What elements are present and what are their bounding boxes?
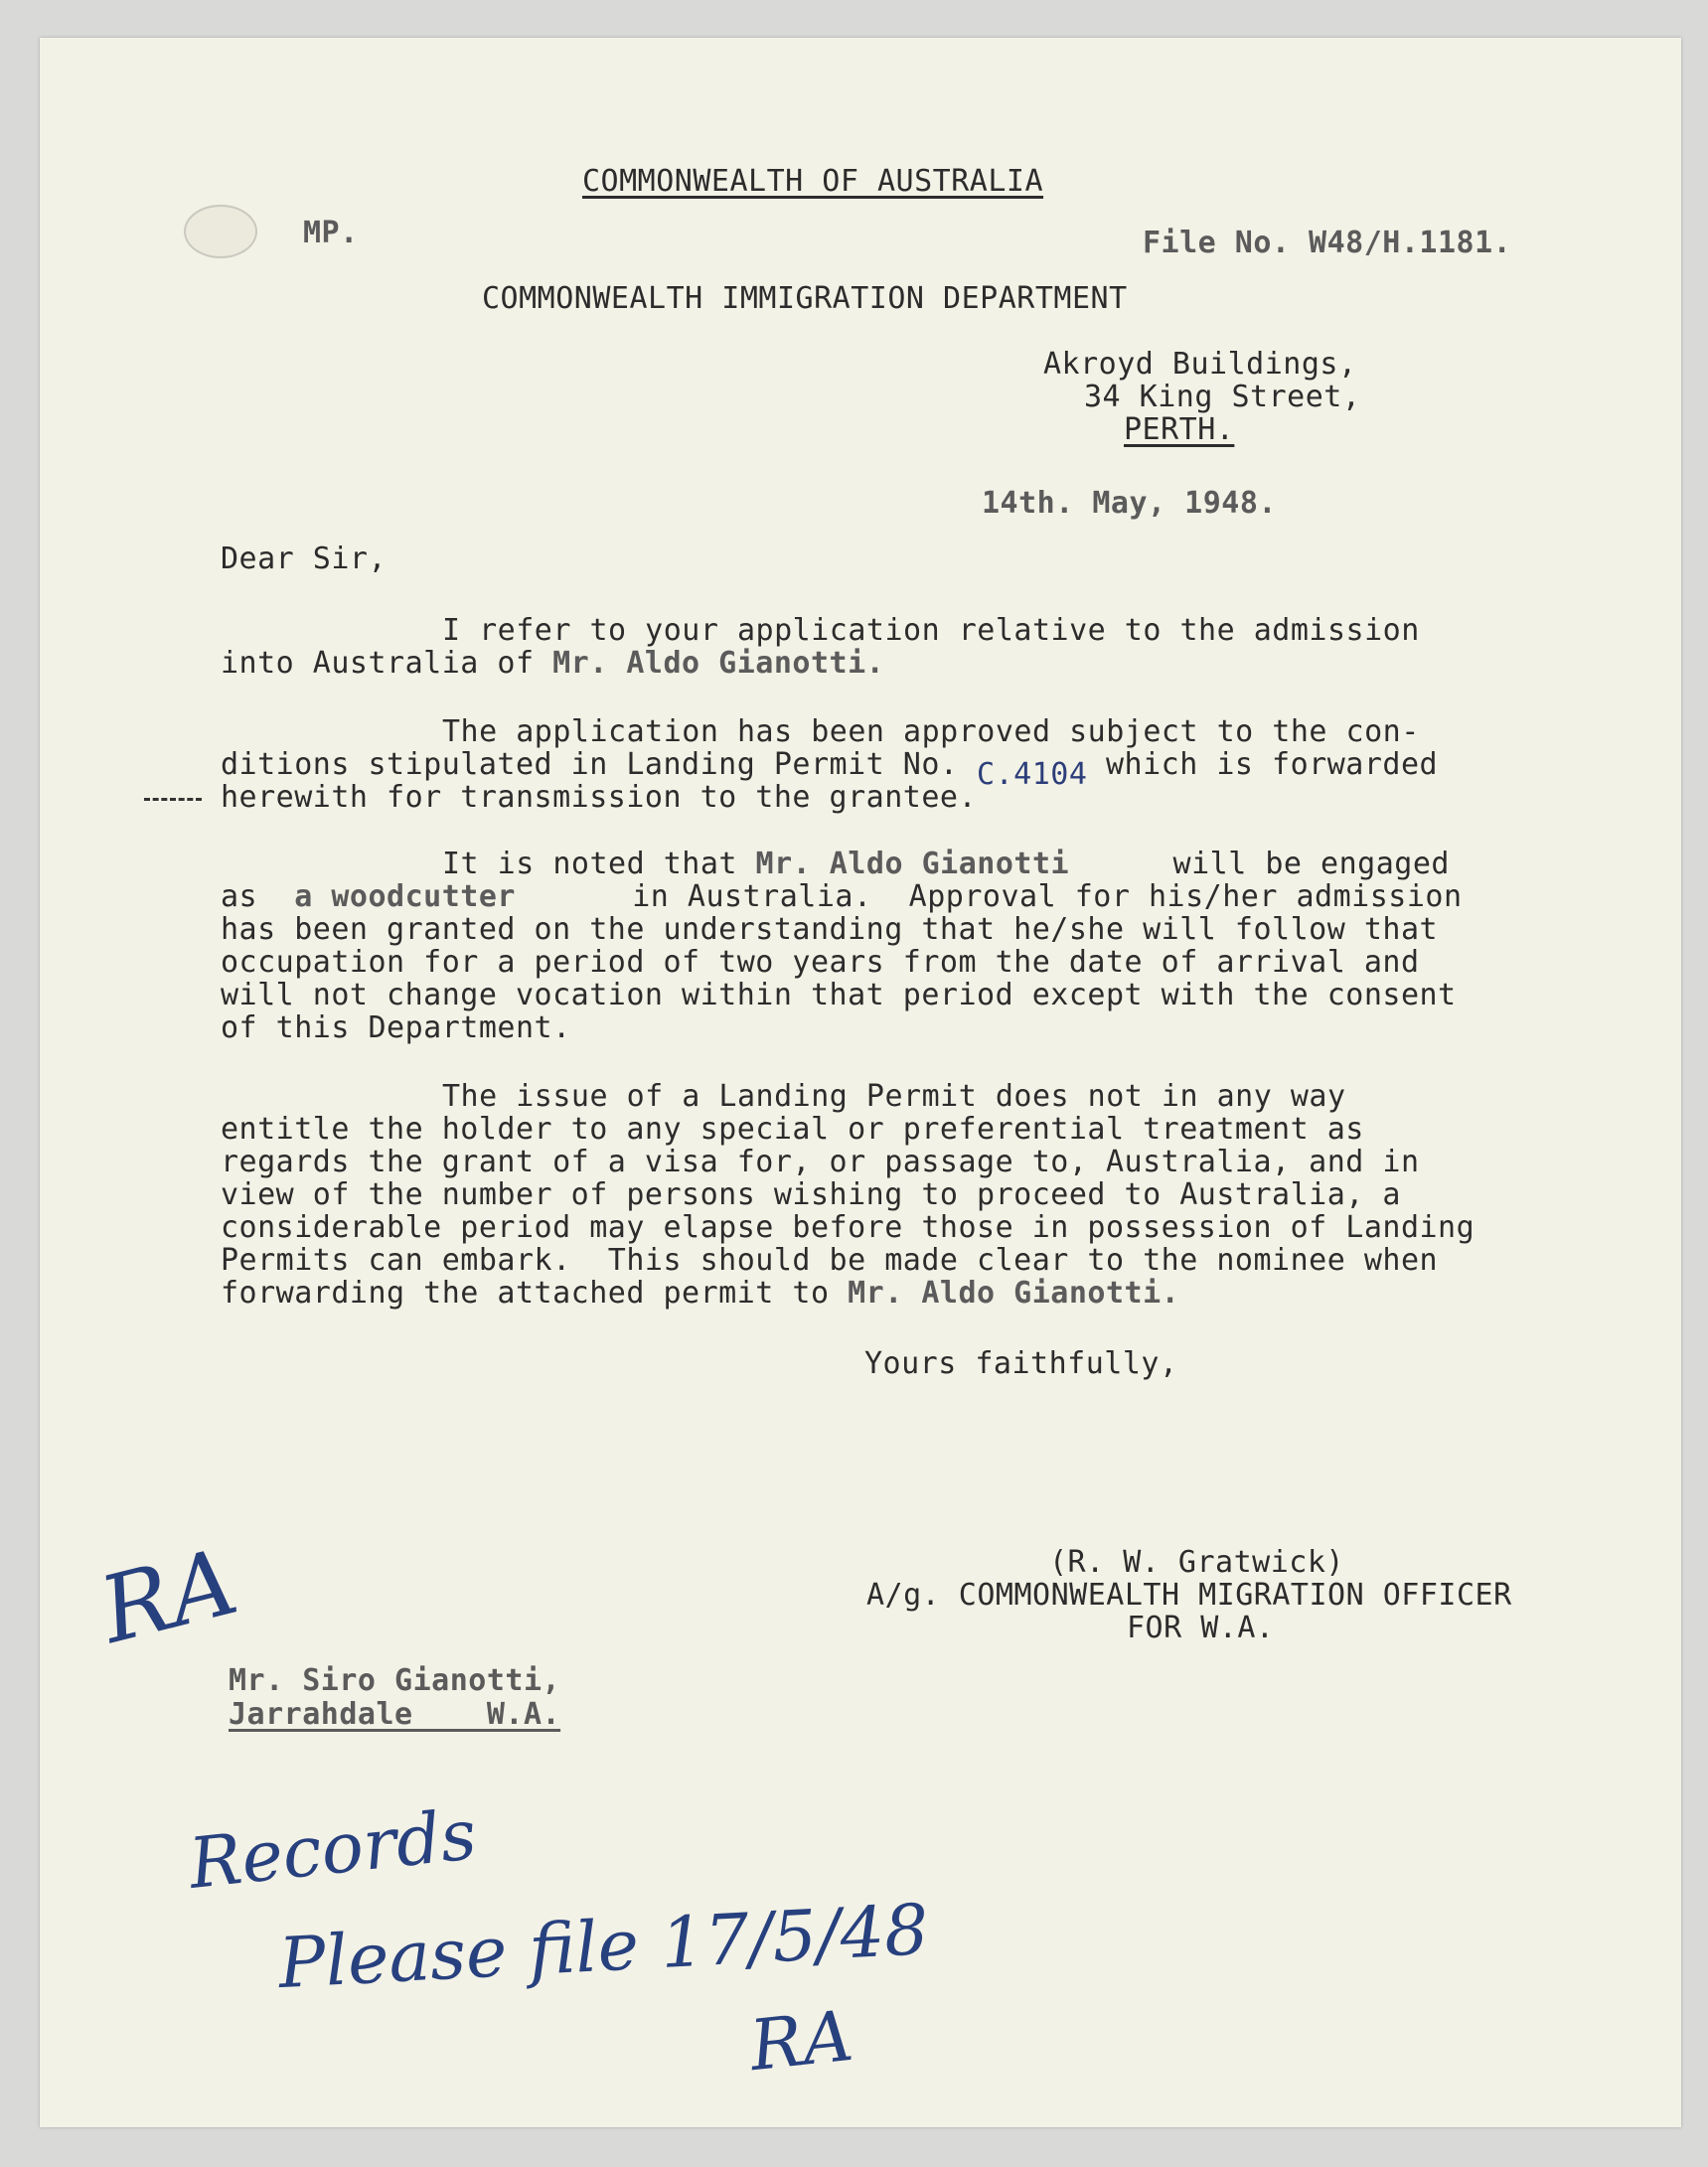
address-line-3: PERTH. (1124, 412, 1235, 447)
p2-text-post: which is forwarded (1105, 747, 1439, 782)
mp-mark: MP. (303, 216, 359, 250)
handwritten-records: Records (185, 1793, 481, 1905)
paragraph-1-line-1: I refer to your application relative to the admission (442, 613, 1420, 648)
department-heading: COMMONWEALTH IMMIGRATION DEPARTMENT (482, 281, 1128, 316)
p3-as: as (221, 879, 295, 914)
signatory-title: A/g. COMMONWEALTH MIGRATION OFFICER (866, 1578, 1512, 1613)
punch-hole (184, 205, 257, 258)
closing: Yours faithfully, (864, 1346, 1178, 1381)
paragraph-4-line-5: considerable period may elapse before those in possession of Landing (221, 1210, 1475, 1245)
applicant-name: Mr. Aldo Gianotti. (552, 646, 885, 681)
handwritten-file-note: Please file 17/5/48 (276, 1888, 931, 2005)
initials-top: RA (90, 1528, 247, 1664)
permit-number: C.4104 (977, 757, 1088, 792)
paragraph-4-line-1: The issue of a Landing Permit does not in any way (442, 1079, 1346, 1114)
commonwealth-heading: COMMONWEALTH OF AUSTRALIA (582, 164, 1044, 199)
salutation: Dear Sir, (221, 542, 388, 576)
paragraph-3-line-5: will not change vocation within that period except with the consent (221, 978, 1457, 1012)
signatory-region: FOR W.A. (1127, 1611, 1275, 1645)
paragraph-4-line-2: entitle the holder to any special or preferential treatment as (221, 1112, 1364, 1147)
engaged-name: Mr. Aldo Gianotti (755, 847, 1070, 881)
p4-text: forwarding the attached permit to (221, 1276, 849, 1311)
paragraph-4-line-3: regards the grant of a visa for, or passage to, Australia, and in (221, 1145, 1420, 1179)
address-line-1: Akroyd Buildings, (1043, 347, 1357, 382)
paragraph-2-line-2 (221, 747, 1439, 792)
forward-name: Mr. Aldo Gianotti. (848, 1276, 1180, 1311)
paragraph-2-line-1: The application has been approved subject to the con- (442, 714, 1420, 749)
recipient-place: Jarrahdale W.A. (229, 1697, 561, 1732)
margin-mark (144, 798, 202, 801)
letter-page (40, 38, 1681, 2127)
p1-text: into Australia of (221, 646, 553, 681)
paragraph-3-line-1 (442, 848, 1450, 880)
p2-text: ditions stipulated in Landing Permit No. (221, 747, 978, 782)
recipient-name: Mr. Siro Gianotti, (229, 1663, 561, 1698)
file-number: File No. W48/H.1181. (1143, 226, 1512, 260)
initials-bottom: RA (745, 1994, 857, 2088)
address-line-2: 34 King Street, (1084, 380, 1361, 414)
paragraph-3-line-2 (221, 880, 1463, 913)
p3-text-post: will be engaged (1172, 847, 1450, 881)
letter-date: 14th. May, 1948. (982, 486, 1277, 521)
paragraph-2-line-3: herewith for transmission to the grantee. (221, 780, 978, 815)
p3-text: It is noted that (442, 847, 756, 881)
occupation: a woodcutter (294, 879, 516, 914)
paragraph-1-line-2 (221, 647, 884, 680)
p3-line2-post: in Australia. Approval for his/her admission (632, 879, 1463, 914)
paragraph-4-line-7 (221, 1277, 1179, 1310)
paragraph-3-line-6: of this Department. (221, 1010, 571, 1045)
paragraph-4-line-4: view of the number of persons wishing to proceed to Australia, a (221, 1177, 1401, 1212)
paragraph-4-line-6: Permits can embark. This should be made clear to the nominee when (221, 1243, 1439, 1278)
paragraph-3-line-4: occupation for a period of two years from the date of arrival and (221, 945, 1420, 980)
paragraph-3-line-3: has been granted on the understanding that he/she will follow that (221, 912, 1439, 947)
signatory-name: (R. W. Gratwick) (1049, 1545, 1344, 1580)
